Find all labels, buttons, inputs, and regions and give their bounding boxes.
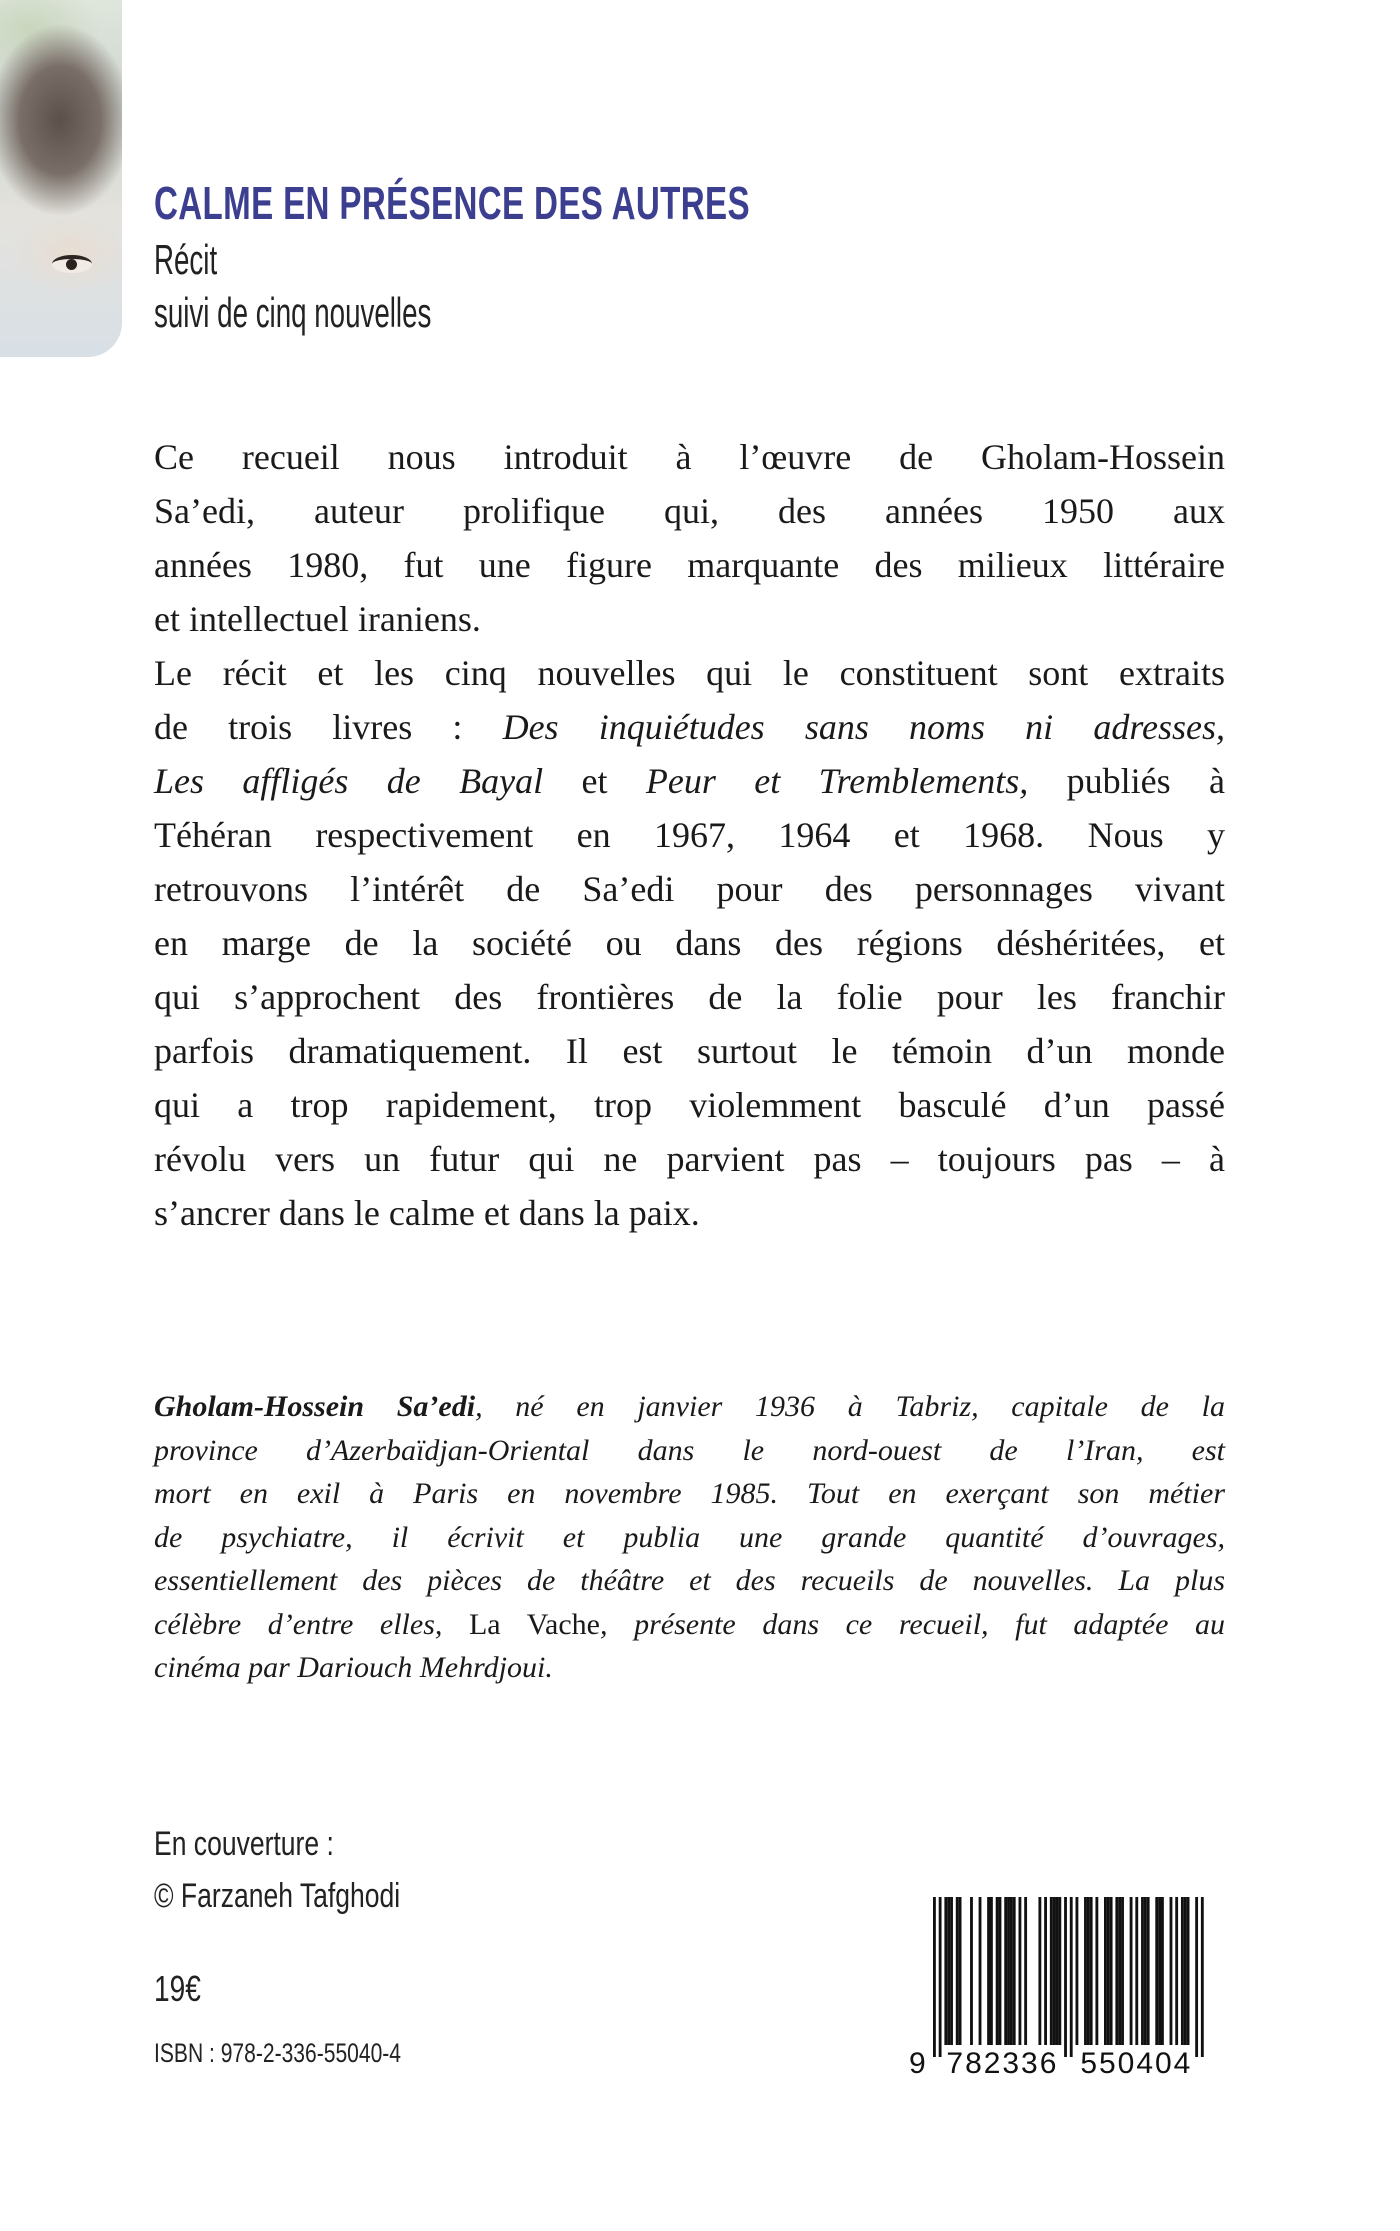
barcode-bar [979, 1897, 982, 2045]
text-line [154, 538, 1225, 592]
barcode-bar [1170, 1897, 1173, 2045]
text-segment: retrouvons l’intérêt de Sa’edi pour des personnages vivant [154, 869, 1225, 909]
text-line [154, 1024, 1225, 1078]
text-segment: Peur et Tremblements, [645, 761, 1029, 801]
summary-text [154, 430, 1225, 1240]
text-segment: révolu vers un futur qui ne parvient pas – toujours pas – à [154, 1139, 1225, 1179]
text-line [154, 1429, 1225, 1473]
barcode-bar [939, 1897, 942, 2057]
barcode-bar [999, 1897, 1002, 2045]
barcode-bar [1135, 1897, 1138, 2045]
text-line [154, 1078, 1225, 1132]
eye-illustration [52, 255, 92, 273]
barcode-bar [996, 1897, 999, 2045]
barcode-bar [933, 1897, 936, 2057]
text-line [154, 700, 1225, 754]
text-line [154, 484, 1225, 538]
barcode-bar [1195, 1897, 1198, 2057]
barcode-bar [1019, 1897, 1022, 2045]
text-line [154, 1516, 1225, 1560]
barcode-bar [1155, 1897, 1158, 2045]
text-line [154, 862, 1225, 916]
barcode-bar [1115, 1897, 1118, 2045]
text-segment: Gholam-Hossein Sa’edi [154, 1390, 476, 1423]
barcode-bar [1087, 1897, 1090, 2045]
text-segment: années 1980, fut une figure marquante des milieux littéraire [154, 545, 1225, 585]
barcode-bar [1110, 1897, 1113, 2045]
barcode-bar [959, 1897, 962, 2045]
text-segment: Téhéran respectivement en 1967, 1964 et 1968. Nous y [154, 815, 1225, 855]
barcode-bar [950, 1897, 953, 2045]
barcode-bar [1076, 1897, 1079, 2045]
barcode-bar [1050, 1897, 1053, 2045]
text-segment: La Vache [468, 1607, 600, 1641]
barcode-bar [1158, 1897, 1161, 2045]
text-segment: s’ancrer dans le calme et dans la paix. [154, 1193, 700, 1233]
barcode-bar [1130, 1897, 1133, 2045]
text-segment: et [543, 761, 646, 801]
text-line [154, 1385, 1225, 1429]
text-segment: en marge de la société ou dans des régions déshéritées, et [154, 923, 1225, 963]
text-segment: qui s’approchent des frontières de la folie pour les franchir [154, 977, 1225, 1017]
text-line [154, 592, 1225, 646]
barcode-bar [970, 1897, 973, 2045]
barcode-bar [1175, 1897, 1178, 2045]
text-segment: , présente dans ce recueil, fut adaptée au [599, 1607, 1225, 1641]
barcode-bar [1090, 1897, 1093, 2045]
book-title: CALME EN PRÉSENCE DES AUTRES [154, 177, 750, 229]
text-segment: Ce recueil nous introduit à l’œuvre de Gholam-Hossein [154, 437, 1225, 477]
text-segment: Les affligés de Bayal [154, 761, 544, 801]
text-line [154, 754, 1225, 808]
barcode-bar [1095, 1897, 1098, 2045]
barcode-digits: 9 [909, 2047, 926, 2077]
text-segment: cinéma par Dariouch Mehrdjoui. [154, 1651, 553, 1684]
cover-label: En couverture : [154, 1825, 334, 1863]
text-line [154, 1603, 1225, 1647]
text-line [154, 1186, 1225, 1240]
barcode-bar [1044, 1897, 1047, 2045]
barcode-bar [1064, 1897, 1067, 2057]
barcode-bar [947, 1897, 950, 2045]
text-segment: mort en exil à Paris en novembre 1985. Tout en exerçant son métier [154, 1477, 1225, 1510]
barcode-bar [944, 1897, 947, 2045]
barcode-digits: 550404 [1080, 2047, 1191, 2077]
text-segment: Le récit et les cinq nouvelles qui le constituent sont extraits [154, 653, 1225, 693]
text-line [154, 916, 1225, 970]
text-line [154, 430, 1225, 484]
text-segment: publiés à [1028, 761, 1225, 801]
book-subtitle: suivi de cinq nouvelles [154, 289, 432, 336]
text-segment: Sa’edi, auteur prolifique qui, des années 1950 aux [154, 491, 1225, 531]
barcode-bar [1010, 1897, 1013, 2045]
text-line [154, 1559, 1225, 1603]
barcode-bar [1187, 1897, 1190, 2045]
barcode-bar [1184, 1897, 1187, 2045]
barcode-digits: 782336 [946, 2047, 1057, 2077]
barcode-bar [956, 1897, 959, 2045]
barcode-bar [1007, 1897, 1010, 2045]
text-line [154, 970, 1225, 1024]
barcode-bar [1053, 1897, 1056, 2045]
text-segment: de psychiatre, il écrivit et publia une grande quantité d’ouvrages, [154, 1520, 1225, 1554]
text-line [154, 1132, 1225, 1186]
text-line [154, 808, 1225, 862]
text-segment: qui a trop rapidement, trop violemment basculé d’un passé [154, 1085, 1225, 1125]
barcode-bar [1201, 1897, 1204, 2057]
cover-illustration [0, 0, 122, 357]
barcode-bar [1118, 1897, 1121, 2045]
text-line [154, 1472, 1225, 1516]
text-segment: Des inquiétudes sans noms ni adresses, [502, 707, 1225, 747]
barcode-bar [1107, 1897, 1110, 2045]
barcode-bar [1024, 1897, 1027, 2045]
barcode [905, 1897, 1235, 2077]
author-bio [154, 1385, 1225, 1690]
text-segment: essentiellement des pièces de théâtre et des recueils de nouvelles. La plus [154, 1564, 1225, 1597]
barcode-bar [1147, 1897, 1150, 2045]
barcode-bar [1038, 1897, 1041, 2045]
barcode-bar [1070, 1897, 1073, 2057]
barcode-bar [1013, 1897, 1016, 2045]
cover-credit: © Farzaneh Tafghodi [154, 1877, 401, 1915]
barcode-bar [990, 1897, 993, 2045]
barcode-bar [1121, 1897, 1124, 2045]
text-segment: de trois livres : [154, 707, 503, 747]
text-segment: célèbre d’entre elles, [154, 1607, 469, 1641]
text-line [154, 646, 1225, 700]
barcode-bar [1056, 1897, 1059, 2045]
barcode-bar [1144, 1897, 1147, 2045]
barcode-bar [1004, 1897, 1007, 2045]
barcode-bar [1161, 1897, 1164, 2045]
barcode-bar [1058, 1897, 1061, 2045]
barcode-bar [1084, 1897, 1087, 2045]
text-segment: province d’Azerbaïdjan-Oriental dans le nord-ouest de l’Iran, est [154, 1433, 1225, 1467]
isbn: ISBN : 978-2-336-55040-4 [154, 2038, 402, 2068]
text-segment: parfois dramatiquement. Il est surtout le témoin d’un monde [154, 1031, 1225, 1071]
text-segment: , né en janvier 1936 à Tabriz, capitale de la [475, 1390, 1225, 1423]
barcode-bar [1181, 1897, 1184, 2045]
price: 19€ [154, 1968, 201, 2009]
book-genre: Récit [154, 236, 218, 283]
barcode-bar [987, 1897, 990, 2045]
text-segment: et intellectuel iraniens. [154, 599, 481, 639]
text-line [154, 1646, 1225, 1690]
barcode-bar [1104, 1897, 1107, 2045]
barcode-bar [1141, 1897, 1144, 2045]
